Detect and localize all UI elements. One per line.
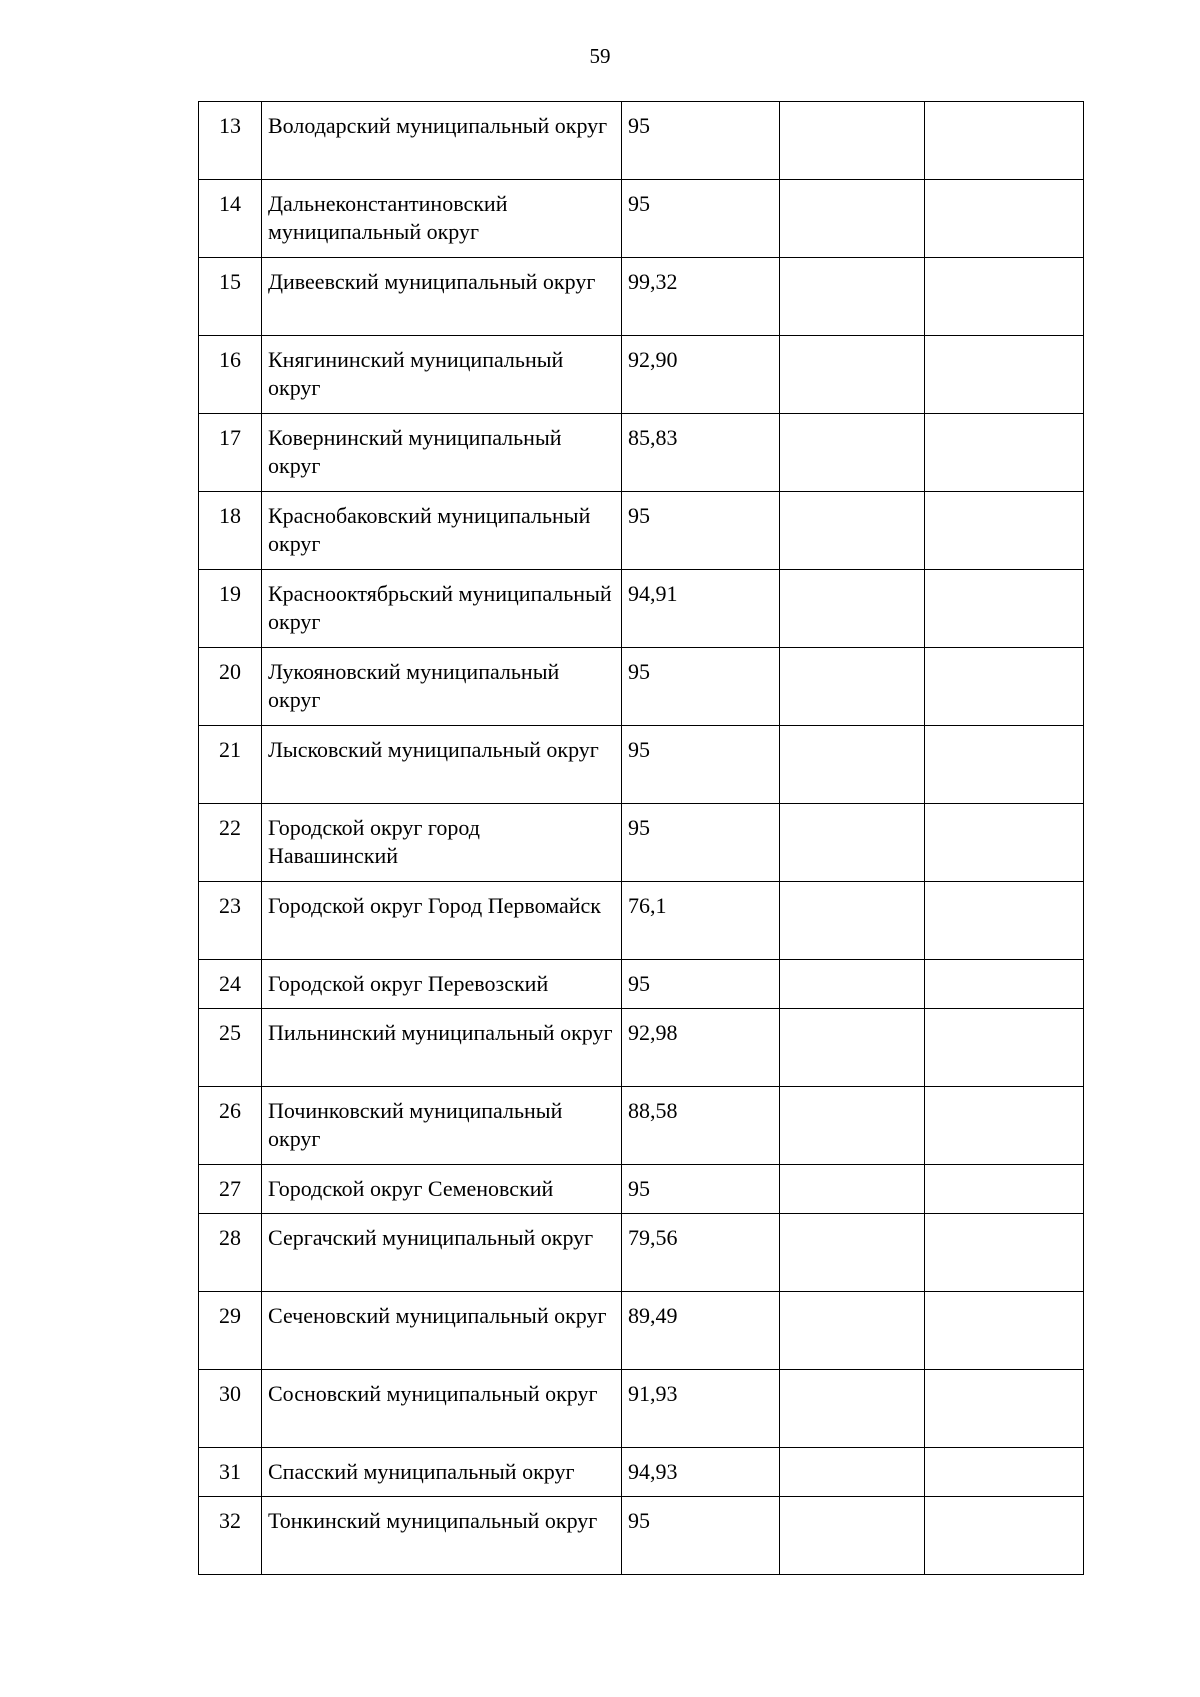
district-value: 95	[622, 102, 780, 180]
district-value: 76,1	[622, 882, 780, 960]
empty-cell	[780, 414, 925, 492]
district-name: Сергачский муниципальный округ	[262, 1214, 622, 1292]
district-value: 92,90	[622, 336, 780, 414]
table-row	[199, 180, 1084, 258]
table-row	[199, 1009, 1084, 1087]
empty-cell	[925, 1370, 1084, 1448]
district-name: Городской округ Перевозский	[262, 960, 622, 1009]
table-row	[199, 804, 1084, 882]
row-number: 17	[199, 414, 262, 492]
table-row	[199, 414, 1084, 492]
district-value: 95	[622, 1497, 780, 1575]
district-name: Лукояновский муниципальный округ	[262, 648, 622, 726]
empty-cell	[780, 492, 925, 570]
empty-cell	[780, 180, 925, 258]
row-number: 22	[199, 804, 262, 882]
district-value: 95	[622, 960, 780, 1009]
row-number: 25	[199, 1009, 262, 1087]
row-number: 20	[199, 648, 262, 726]
district-name: Городской округ город Навашинский	[262, 804, 622, 882]
empty-cell	[925, 336, 1084, 414]
district-name: Тонкинский муниципальный округ	[262, 1497, 622, 1575]
empty-cell	[780, 648, 925, 726]
district-name: Дальнеконстантиновский муниципальный округ	[262, 180, 622, 258]
district-value: 95	[622, 648, 780, 726]
empty-cell	[780, 726, 925, 804]
row-number: 31	[199, 1448, 262, 1497]
empty-cell	[780, 1370, 925, 1448]
district-value: 95	[622, 804, 780, 882]
table-row	[199, 258, 1084, 336]
district-name: Городской округ Город Первомайск	[262, 882, 622, 960]
empty-cell	[925, 960, 1084, 1009]
empty-cell	[925, 726, 1084, 804]
district-table	[198, 101, 1084, 1575]
table-row	[199, 960, 1084, 1009]
district-value: 85,83	[622, 414, 780, 492]
table-row	[199, 1370, 1084, 1448]
empty-cell	[925, 414, 1084, 492]
empty-cell	[925, 1214, 1084, 1292]
row-number: 27	[199, 1165, 262, 1214]
empty-cell	[780, 1087, 925, 1165]
district-name: Сосновский муниципальный округ	[262, 1370, 622, 1448]
empty-cell	[780, 102, 925, 180]
empty-cell	[780, 570, 925, 648]
district-value: 95	[622, 726, 780, 804]
district-value: 95	[622, 180, 780, 258]
row-number: 30	[199, 1370, 262, 1448]
district-value: 91,93	[622, 1370, 780, 1448]
district-name: Спасский муниципальный округ	[262, 1448, 622, 1497]
empty-cell	[780, 804, 925, 882]
row-number: 15	[199, 258, 262, 336]
district-name: Починковский муниципальный округ	[262, 1087, 622, 1165]
district-name: Дивеевский муниципальный округ	[262, 258, 622, 336]
empty-cell	[780, 882, 925, 960]
district-value: 79,56	[622, 1214, 780, 1292]
district-name: Краснобаковский муниципальный округ	[262, 492, 622, 570]
empty-cell	[925, 1497, 1084, 1575]
district-name: Княгининский муниципальный округ	[262, 336, 622, 414]
empty-cell	[780, 960, 925, 1009]
table-row	[199, 882, 1084, 960]
row-number: 14	[199, 180, 262, 258]
row-number: 32	[199, 1497, 262, 1575]
district-value: 92,98	[622, 1009, 780, 1087]
district-value: 95	[622, 492, 780, 570]
row-number: 29	[199, 1292, 262, 1370]
empty-cell	[925, 102, 1084, 180]
empty-cell	[925, 1009, 1084, 1087]
table-row	[199, 648, 1084, 726]
page-number: 59	[589, 44, 611, 68]
empty-cell	[925, 180, 1084, 258]
row-number: 13	[199, 102, 262, 180]
table-row	[199, 492, 1084, 570]
empty-cell	[925, 882, 1084, 960]
row-number: 23	[199, 882, 262, 960]
table-row	[199, 1292, 1084, 1370]
district-name: Сеченовский муниципальный округ	[262, 1292, 622, 1370]
table-row	[199, 1497, 1084, 1575]
table-row	[199, 336, 1084, 414]
empty-cell	[925, 1448, 1084, 1497]
district-value: 99,32	[622, 258, 780, 336]
district-name: Городской округ Семеновский	[262, 1165, 622, 1214]
empty-cell	[780, 1292, 925, 1370]
empty-cell	[925, 648, 1084, 726]
row-number: 24	[199, 960, 262, 1009]
table-row	[199, 1214, 1084, 1292]
empty-cell	[780, 1009, 925, 1087]
row-number: 28	[199, 1214, 262, 1292]
table-row	[199, 1087, 1084, 1165]
district-value: 88,58	[622, 1087, 780, 1165]
empty-cell	[925, 258, 1084, 336]
table-body	[199, 102, 1084, 1575]
empty-cell	[780, 336, 925, 414]
table-row	[199, 570, 1084, 648]
row-number: 21	[199, 726, 262, 804]
table-row	[199, 102, 1084, 180]
empty-cell	[925, 804, 1084, 882]
row-number: 19	[199, 570, 262, 648]
table-row	[199, 1165, 1084, 1214]
empty-cell	[925, 1292, 1084, 1370]
table-row	[199, 1448, 1084, 1497]
table-row	[199, 726, 1084, 804]
district-value: 94,91	[622, 570, 780, 648]
empty-cell	[780, 258, 925, 336]
empty-cell	[925, 1087, 1084, 1165]
row-number: 26	[199, 1087, 262, 1165]
district-name: Пильнинский муниципальный округ	[262, 1009, 622, 1087]
empty-cell	[780, 1448, 925, 1497]
district-name: Лысковский муниципальный округ	[262, 726, 622, 804]
empty-cell	[925, 492, 1084, 570]
empty-cell	[780, 1165, 925, 1214]
empty-cell	[780, 1214, 925, 1292]
district-name: Краснооктябрьский муниципальный округ	[262, 570, 622, 648]
district-value: 89,49	[622, 1292, 780, 1370]
district-value: 94,93	[622, 1448, 780, 1497]
empty-cell	[925, 1165, 1084, 1214]
row-number: 16	[199, 336, 262, 414]
row-number: 18	[199, 492, 262, 570]
district-name: Ковернинский муниципальный округ	[262, 414, 622, 492]
district-value: 95	[622, 1165, 780, 1214]
empty-cell	[780, 1497, 925, 1575]
district-name: Володарский муниципальный округ	[262, 102, 622, 180]
empty-cell	[925, 570, 1084, 648]
